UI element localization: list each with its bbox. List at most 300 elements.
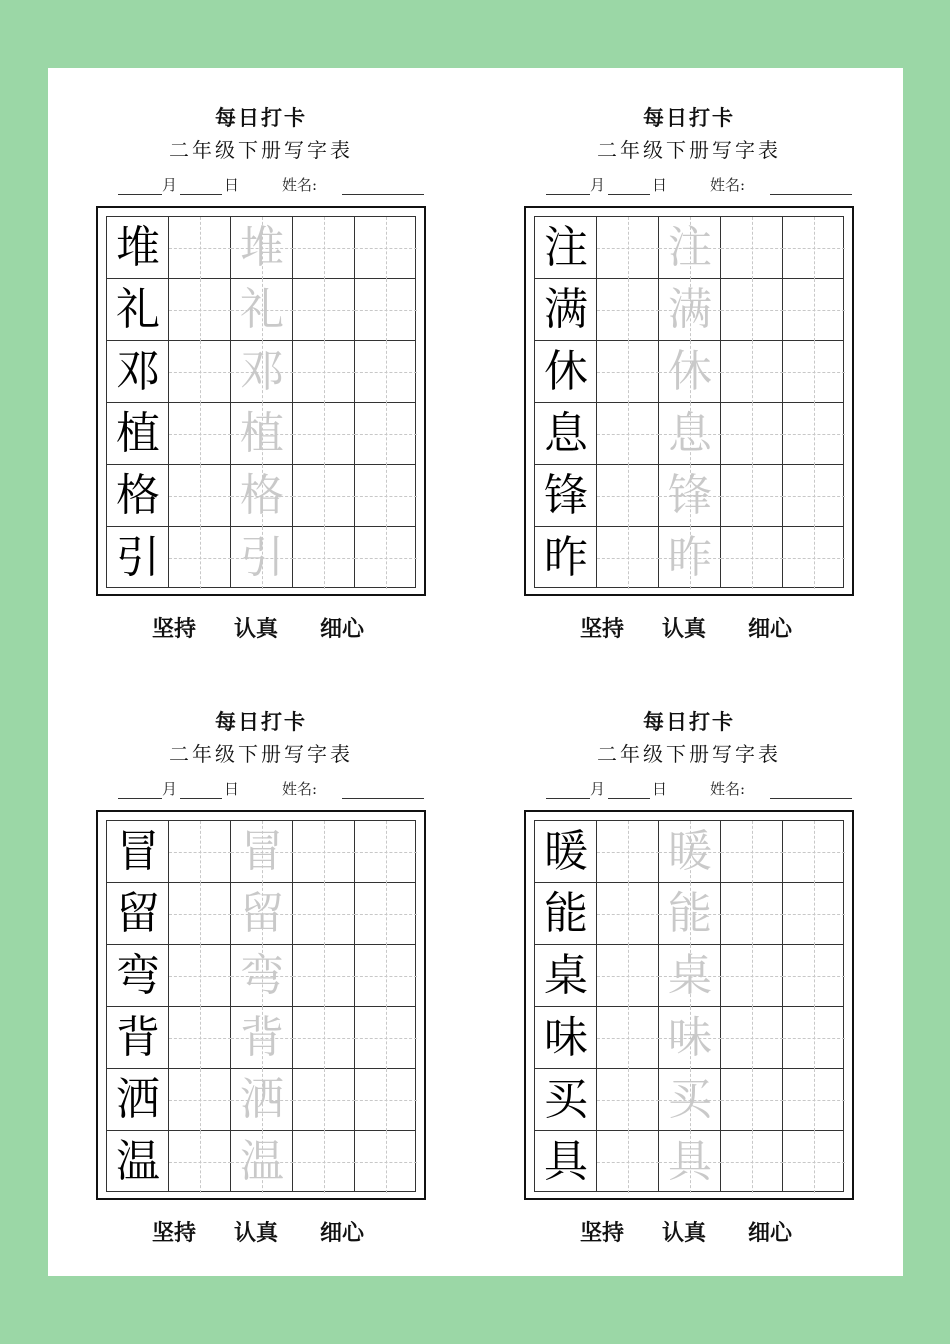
trace-character: 息 [668, 408, 712, 459]
tian-cell[interactable] [231, 403, 293, 465]
tian-cell[interactable] [231, 883, 293, 945]
guide-line-horizontal [783, 310, 845, 311]
tian-cell[interactable] [169, 883, 231, 945]
model-character: 具 [544, 1136, 588, 1187]
tian-cell[interactable] [293, 279, 355, 341]
guide-line-horizontal [293, 976, 355, 977]
guide-line-horizontal [355, 852, 417, 853]
tian-cell[interactable] [659, 403, 721, 465]
guide-line-horizontal [293, 310, 355, 311]
model-character: 邓 [116, 346, 160, 397]
tian-cell[interactable] [597, 1007, 659, 1069]
grid-row [107, 527, 415, 589]
tian-cell[interactable] [355, 217, 417, 279]
guide-line-horizontal [169, 310, 231, 311]
guide-line-horizontal [783, 434, 845, 435]
tian-cell[interactable] [659, 279, 721, 341]
tian-cell[interactable] [721, 1007, 783, 1069]
guide-line-horizontal [597, 1162, 659, 1163]
tian-cell[interactable] [169, 279, 231, 341]
model-character: 格 [116, 470, 160, 521]
writing-grid-frame [96, 810, 426, 1200]
tian-cell[interactable] [721, 883, 783, 945]
motto-word: 坚持 [580, 616, 625, 642]
tian-cell[interactable] [783, 945, 845, 1007]
guide-line-horizontal [355, 914, 417, 915]
tian-cell[interactable] [659, 217, 721, 279]
trace-character: 注 [668, 222, 712, 273]
name-blank[interactable] [342, 194, 424, 195]
tian-cell[interactable] [355, 1069, 417, 1131]
tian-cell[interactable] [169, 465, 231, 527]
guide-line-horizontal [597, 914, 659, 915]
motto-word: 细心 [320, 616, 365, 642]
tian-cell[interactable] [721, 945, 783, 1007]
guide-line-horizontal [597, 1038, 659, 1039]
writing-grid-frame [524, 206, 854, 596]
writing-grid [534, 216, 844, 588]
day-blank[interactable] [180, 798, 222, 799]
guide-line-horizontal [721, 1162, 783, 1163]
motto-word: 细心 [320, 1220, 365, 1246]
guide-line-horizontal [293, 914, 355, 915]
motto-word: 坚持 [152, 616, 197, 642]
guide-line-horizontal [169, 434, 231, 435]
guide-line-horizontal [355, 310, 417, 311]
tian-cell[interactable] [293, 217, 355, 279]
guide-line-horizontal [597, 248, 659, 249]
tian-cell[interactable] [783, 403, 845, 465]
guide-line-horizontal [783, 1038, 845, 1039]
trace-character: 邓 [240, 346, 284, 397]
day-label: 日 [224, 780, 240, 798]
sheet-subtitle: 二年级下册写字表 [169, 742, 353, 766]
tian-cell[interactable] [169, 1007, 231, 1069]
tian-cell[interactable] [231, 945, 293, 1007]
guide-line-horizontal [355, 248, 417, 249]
month-label: 月 [162, 780, 178, 798]
guide-line-horizontal [783, 558, 845, 559]
guide-line-horizontal [721, 434, 783, 435]
tian-cell[interactable] [597, 341, 659, 403]
guide-line-horizontal [169, 914, 231, 915]
trace-character: 锋 [668, 470, 712, 521]
model-character: 留 [116, 888, 160, 939]
tian-cell[interactable] [659, 883, 721, 945]
guide-line-horizontal [293, 248, 355, 249]
tian-cell[interactable] [597, 527, 659, 589]
model-character: 桌 [544, 950, 588, 1001]
tian-cell[interactable] [231, 1069, 293, 1131]
writing-grid-frame [96, 206, 426, 596]
grid-row [535, 465, 843, 527]
grid-row [107, 1069, 415, 1131]
tian-cell[interactable] [783, 821, 845, 883]
sheet-title: 每日打卡 [643, 105, 735, 130]
tian-cell [535, 279, 597, 341]
motto-word: 认真 [662, 1220, 707, 1246]
trace-character: 桌 [668, 950, 712, 1001]
model-character: 温 [116, 1136, 160, 1187]
name-blank[interactable] [770, 194, 852, 195]
guide-line-horizontal [721, 852, 783, 853]
tian-cell[interactable] [355, 527, 417, 589]
trace-character: 昨 [668, 532, 712, 583]
grid-row [535, 821, 843, 883]
tian-cell[interactable] [169, 1069, 231, 1131]
tian-cell [107, 527, 169, 589]
tian-cell [107, 1131, 169, 1193]
trace-character: 味 [668, 1012, 712, 1063]
tian-cell[interactable] [231, 821, 293, 883]
practice-sheet [524, 672, 884, 1246]
guide-line-horizontal [355, 434, 417, 435]
motto-word: 坚持 [580, 1220, 625, 1246]
name-label: 姓名: [282, 176, 318, 194]
guide-line-horizontal [169, 372, 231, 373]
day-blank[interactable] [608, 798, 650, 799]
tian-cell[interactable] [783, 1131, 845, 1193]
guide-line-horizontal [721, 248, 783, 249]
tian-cell[interactable] [231, 527, 293, 589]
guide-line-horizontal [169, 1162, 231, 1163]
model-character: 洒 [116, 1074, 160, 1125]
guide-line-horizontal [783, 852, 845, 853]
motto-word: 坚持 [152, 1220, 197, 1246]
guide-line-horizontal [721, 976, 783, 977]
name-label: 姓名: [282, 780, 318, 798]
grid-row [107, 341, 415, 403]
tian-cell[interactable] [659, 821, 721, 883]
grid-row [535, 527, 843, 589]
guide-line-horizontal [721, 1038, 783, 1039]
trace-character: 买 [668, 1074, 712, 1125]
tian-cell[interactable] [169, 217, 231, 279]
guide-line-horizontal [783, 1162, 845, 1163]
grid-row [107, 883, 415, 945]
model-character: 背 [116, 1012, 160, 1063]
grid-row [535, 883, 843, 945]
tian-cell[interactable] [355, 945, 417, 1007]
grid-row [107, 1007, 415, 1069]
tian-cell[interactable] [721, 1131, 783, 1193]
tian-cell[interactable] [355, 883, 417, 945]
tian-cell [107, 465, 169, 527]
tian-cell[interactable] [355, 403, 417, 465]
grid-row [535, 279, 843, 341]
motto-word: 认真 [662, 616, 707, 642]
trace-character: 背 [240, 1012, 284, 1063]
tian-cell[interactable] [597, 403, 659, 465]
tian-cell[interactable] [783, 465, 845, 527]
day-label: 日 [652, 176, 668, 194]
tian-cell [535, 217, 597, 279]
trace-character: 弯 [240, 950, 284, 1001]
guide-line-horizontal [355, 372, 417, 373]
grid-row [535, 945, 843, 1007]
guide-line-horizontal [597, 558, 659, 559]
tian-cell [107, 945, 169, 1007]
tian-cell[interactable] [169, 527, 231, 589]
tian-cell[interactable] [721, 403, 783, 465]
month-blank[interactable] [118, 798, 162, 799]
writing-grid [106, 820, 416, 1192]
tian-cell [107, 403, 169, 465]
writing-grid [534, 820, 844, 1192]
guide-line-horizontal [783, 372, 845, 373]
tian-cell[interactable] [293, 1131, 355, 1193]
tian-cell[interactable] [231, 465, 293, 527]
tian-cell[interactable] [169, 341, 231, 403]
grid-row [535, 1007, 843, 1069]
grid-row [107, 945, 415, 1007]
tian-cell[interactable] [721, 465, 783, 527]
tian-cell[interactable] [355, 821, 417, 883]
tian-cell[interactable] [293, 1069, 355, 1131]
tian-cell[interactable] [355, 465, 417, 527]
grid-row [535, 217, 843, 279]
tian-cell[interactable] [169, 945, 231, 1007]
guide-line-horizontal [721, 558, 783, 559]
guide-line-horizontal [721, 372, 783, 373]
tian-cell [535, 821, 597, 883]
trace-character: 引 [240, 532, 284, 583]
tian-cell[interactable] [597, 883, 659, 945]
tian-cell[interactable] [783, 279, 845, 341]
month-blank[interactable] [546, 194, 590, 195]
day-blank[interactable] [608, 194, 650, 195]
motto-word: 细心 [748, 1220, 793, 1246]
guide-line-horizontal [721, 914, 783, 915]
month-blank[interactable] [118, 194, 162, 195]
guide-line-horizontal [355, 558, 417, 559]
tian-cell[interactable] [169, 1131, 231, 1193]
tian-cell[interactable] [231, 341, 293, 403]
guide-line-horizontal [355, 1162, 417, 1163]
model-character: 堆 [116, 222, 160, 273]
tian-cell [535, 403, 597, 465]
tian-cell[interactable] [659, 465, 721, 527]
guide-line-horizontal [783, 976, 845, 977]
tian-cell[interactable] [169, 403, 231, 465]
guide-line-horizontal [169, 1100, 231, 1101]
tian-cell[interactable] [293, 821, 355, 883]
grid-row [107, 465, 415, 527]
tian-cell[interactable] [659, 945, 721, 1007]
trace-character: 满 [668, 284, 712, 335]
guide-line-horizontal [597, 976, 659, 977]
tian-cell[interactable] [659, 1007, 721, 1069]
sheet-subtitle: 二年级下册写字表 [597, 742, 781, 766]
model-character: 引 [116, 532, 160, 583]
trace-character: 能 [668, 888, 712, 939]
tian-cell[interactable] [355, 1007, 417, 1069]
tian-cell[interactable] [293, 341, 355, 403]
guide-line-horizontal [597, 852, 659, 853]
model-character: 买 [544, 1074, 588, 1125]
month-label: 月 [590, 176, 606, 194]
guide-line-horizontal [597, 1100, 659, 1101]
trace-character: 休 [668, 346, 712, 397]
grid-row [535, 403, 843, 465]
tian-cell[interactable] [597, 945, 659, 1007]
guide-line-horizontal [293, 496, 355, 497]
sheet-title: 每日打卡 [643, 709, 735, 734]
guide-line-horizontal [169, 558, 231, 559]
guide-line-horizontal [169, 496, 231, 497]
model-character: 礼 [116, 284, 160, 335]
tian-cell [107, 1069, 169, 1131]
tian-cell[interactable] [293, 465, 355, 527]
writing-grid [106, 216, 416, 588]
tian-cell[interactable] [783, 527, 845, 589]
tian-cell[interactable] [783, 1069, 845, 1131]
model-character: 昨 [544, 532, 588, 583]
tian-cell [107, 217, 169, 279]
tian-cell[interactable] [659, 1069, 721, 1131]
month-label: 月 [590, 780, 606, 798]
tian-cell [107, 341, 169, 403]
tian-cell[interactable] [783, 341, 845, 403]
tian-cell [535, 1131, 597, 1193]
model-character: 息 [544, 408, 588, 459]
tian-cell[interactable] [293, 403, 355, 465]
tian-cell[interactable] [355, 341, 417, 403]
practice-sheet [96, 672, 456, 1246]
grid-row [535, 1131, 843, 1193]
tian-cell[interactable] [783, 883, 845, 945]
trace-character: 留 [240, 888, 284, 939]
tian-cell[interactable] [659, 527, 721, 589]
tian-cell[interactable] [597, 1131, 659, 1193]
guide-line-horizontal [355, 976, 417, 977]
tian-cell[interactable] [721, 341, 783, 403]
tian-cell[interactable] [597, 1069, 659, 1131]
guide-line-horizontal [597, 372, 659, 373]
trace-character: 温 [240, 1136, 284, 1187]
tian-cell[interactable] [721, 279, 783, 341]
tian-cell[interactable] [597, 217, 659, 279]
trace-character: 具 [668, 1136, 712, 1187]
motto-word: 认真 [234, 616, 279, 642]
guide-line-horizontal [721, 310, 783, 311]
model-character: 能 [544, 888, 588, 939]
guide-line-horizontal [597, 310, 659, 311]
model-character: 注 [544, 222, 588, 273]
grid-row [535, 341, 843, 403]
tian-cell[interactable] [721, 217, 783, 279]
tian-cell[interactable] [597, 465, 659, 527]
tian-cell [535, 465, 597, 527]
practice-sheet [96, 68, 456, 642]
tian-cell [535, 945, 597, 1007]
guide-line-horizontal [783, 496, 845, 497]
name-label: 姓名: [710, 176, 746, 194]
day-blank[interactable] [180, 194, 222, 195]
tian-cell[interactable] [659, 341, 721, 403]
guide-line-horizontal [783, 1100, 845, 1101]
guide-line-horizontal [293, 434, 355, 435]
motto-word: 认真 [234, 1220, 279, 1246]
sheet-subtitle: 二年级下册写字表 [169, 138, 353, 162]
tian-cell[interactable] [783, 217, 845, 279]
guide-line-horizontal [293, 558, 355, 559]
trace-character: 格 [240, 470, 284, 521]
tian-cell[interactable] [231, 1131, 293, 1193]
guide-line-horizontal [293, 1038, 355, 1039]
month-blank[interactable] [546, 798, 590, 799]
model-character: 植 [116, 408, 160, 459]
tian-cell [535, 341, 597, 403]
model-character: 弯 [116, 950, 160, 1001]
tian-cell[interactable] [231, 1007, 293, 1069]
model-character: 味 [544, 1012, 588, 1063]
grid-row [535, 1069, 843, 1131]
tian-cell[interactable] [597, 821, 659, 883]
guide-line-horizontal [293, 1162, 355, 1163]
model-character: 满 [544, 284, 588, 335]
tian-cell[interactable] [355, 279, 417, 341]
tian-cell[interactable] [169, 821, 231, 883]
tian-cell[interactable] [721, 1069, 783, 1131]
grid-row [107, 403, 415, 465]
guide-line-horizontal [597, 496, 659, 497]
day-label: 日 [652, 780, 668, 798]
grid-row [107, 1131, 415, 1193]
name-blank[interactable] [770, 798, 852, 799]
tian-cell [107, 1007, 169, 1069]
tian-cell[interactable] [231, 279, 293, 341]
tian-cell[interactable] [293, 527, 355, 589]
tian-cell [107, 279, 169, 341]
guide-line-horizontal [355, 496, 417, 497]
tian-cell[interactable] [783, 1007, 845, 1069]
trace-character: 礼 [240, 284, 284, 335]
guide-line-horizontal [721, 1100, 783, 1101]
grid-row [107, 279, 415, 341]
guide-line-horizontal [169, 248, 231, 249]
guide-line-horizontal [355, 1038, 417, 1039]
tian-cell [535, 1007, 597, 1069]
model-character: 锋 [544, 470, 588, 521]
day-label: 日 [224, 176, 240, 194]
tian-cell[interactable] [293, 945, 355, 1007]
tian-cell [107, 821, 169, 883]
name-blank[interactable] [342, 798, 424, 799]
sheet-subtitle: 二年级下册写字表 [597, 138, 781, 162]
worksheet-page [48, 68, 903, 1276]
guide-line-horizontal [169, 1038, 231, 1039]
tian-cell [107, 883, 169, 945]
sheet-title: 每日打卡 [215, 709, 307, 734]
tian-cell[interactable] [293, 883, 355, 945]
tian-cell[interactable] [231, 217, 293, 279]
trace-character: 洒 [240, 1074, 284, 1125]
tian-cell[interactable] [659, 1131, 721, 1193]
guide-line-horizontal [293, 852, 355, 853]
practice-sheet [524, 68, 884, 642]
tian-cell[interactable] [721, 527, 783, 589]
tian-cell[interactable] [293, 1007, 355, 1069]
guide-line-horizontal [169, 976, 231, 977]
trace-character: 冒 [240, 826, 284, 877]
trace-character: 暖 [668, 826, 712, 877]
tian-cell[interactable] [721, 821, 783, 883]
guide-line-horizontal [721, 496, 783, 497]
guide-line-horizontal [293, 372, 355, 373]
tian-cell[interactable] [597, 279, 659, 341]
tian-cell[interactable] [355, 1131, 417, 1193]
